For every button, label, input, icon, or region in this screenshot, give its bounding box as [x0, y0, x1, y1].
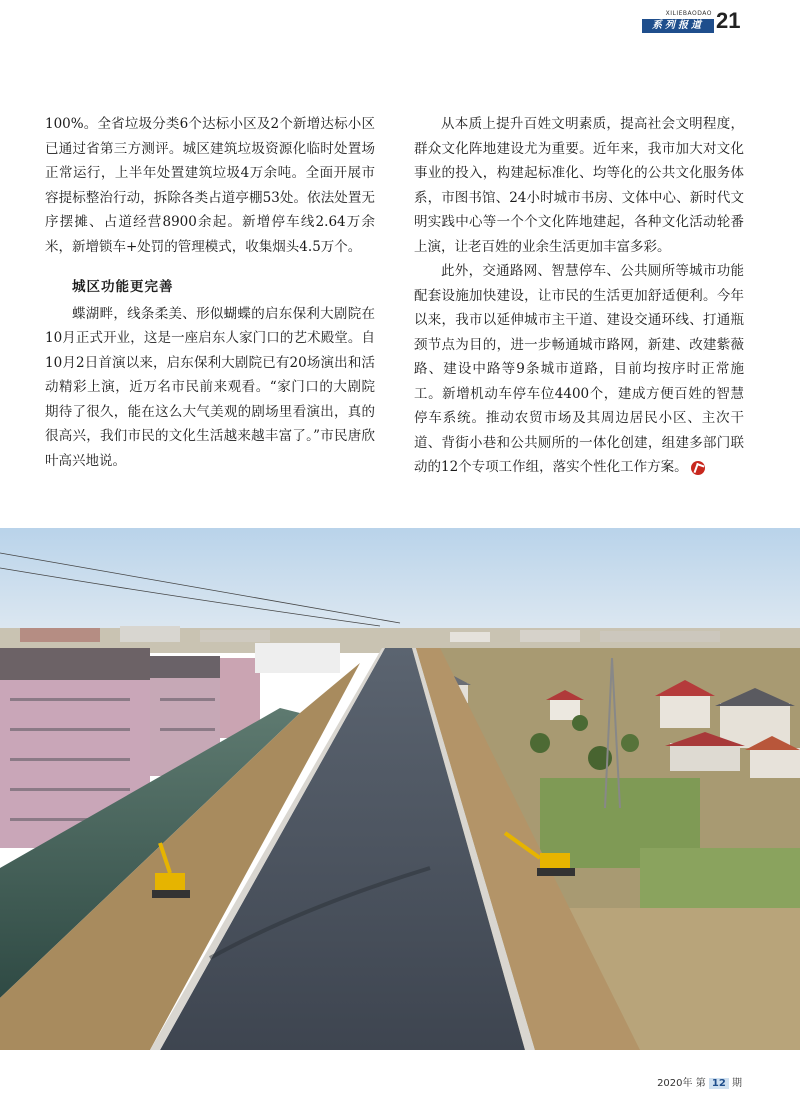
masthead [642, 10, 742, 36]
footer-issue-number: 12 [709, 1078, 729, 1089]
section-heading: 城区功能更完善 [72, 279, 174, 295]
right-paragraph-2-text: 此外，交通路网、智慧停车、公共厕所等城市功能配套设施加快建设，让市民的生活更加舒适便利。今年以来，我市以延伸城市主干道、建设交通环线、打通瓶颈节点为目的，进一步畅通城市路网，新建、改建紫薇路、建设中路等9条城市道路，目前均按序时正常施工。新增机动车停车位4400个，建成方便百姓的智慧停车系统。推动农贸市场及其周边居民小区、主次干道、背街小巷和公共厕所的一体化创建，组建多部门联动的12个专项工作组，落实个性化工作方案。 [414, 263, 744, 475]
masthead-series-label: 系列报道 [642, 19, 714, 33]
road-construction-aerial-photo [0, 528, 800, 1050]
page-number: 21 [716, 8, 741, 33]
left-paragraph-1: 100%。全省垃圾分类6个达标小区及2个新增达标小区已通过省第三方测评。城区建筑垃圾资源化临时处置场正常运行，上半年处置建筑垃圾4万余吨。全面开展市容提标整治行动，拆除各类占道亭棚53处。依法处置无序摆摊、占道经营8900余起。新增停车线2.64万余米，新增锁车+处罚的管理模式，收集烟头4.5万个。 [45, 116, 375, 255]
left-paragraph-2: 蝶湖畔，线条柔美、形似蝴蝶的启东保利大剧院在10月正式开业，这是一座启东人家门口的艺术殿堂。自10月2日首演以来，启东保利大剧院已有20场演出和活动精彩上演，近万名市民前来观看。“家门口的大剧院期待了很久，能在这么大气美观的剧场里看演出，真的很高兴，我们市民的文化生活越来越丰富了。”市民唐欣叶高兴地说。 [45, 305, 375, 469]
right-paragraph-1: 从本质上提升百姓文明素质，提高社会文明程度，群众文化阵地建设尤为重要。近年来，我市加大对文化事业的投入，构建起标准化、均等化的公共文化服务体系，市图书馆、24小时城市书房、文体中心、新时代文明实践中心等一个个文化阵地建起，各种文化活动轮番上演，让老百姓的业余生活更加丰富多彩。 [414, 116, 744, 255]
right-paragraph-2 [414, 259, 744, 480]
masthead-pinyin: XILIEBAODAO [665, 10, 712, 17]
article-end-icon [691, 461, 705, 475]
right-column [414, 112, 744, 480]
footer-qi: 期 [732, 1078, 742, 1089]
left-column [45, 112, 375, 473]
page-footer [657, 1074, 742, 1089]
footer-year: 2020年 [657, 1078, 693, 1089]
footer-di: 第 [695, 1078, 706, 1089]
